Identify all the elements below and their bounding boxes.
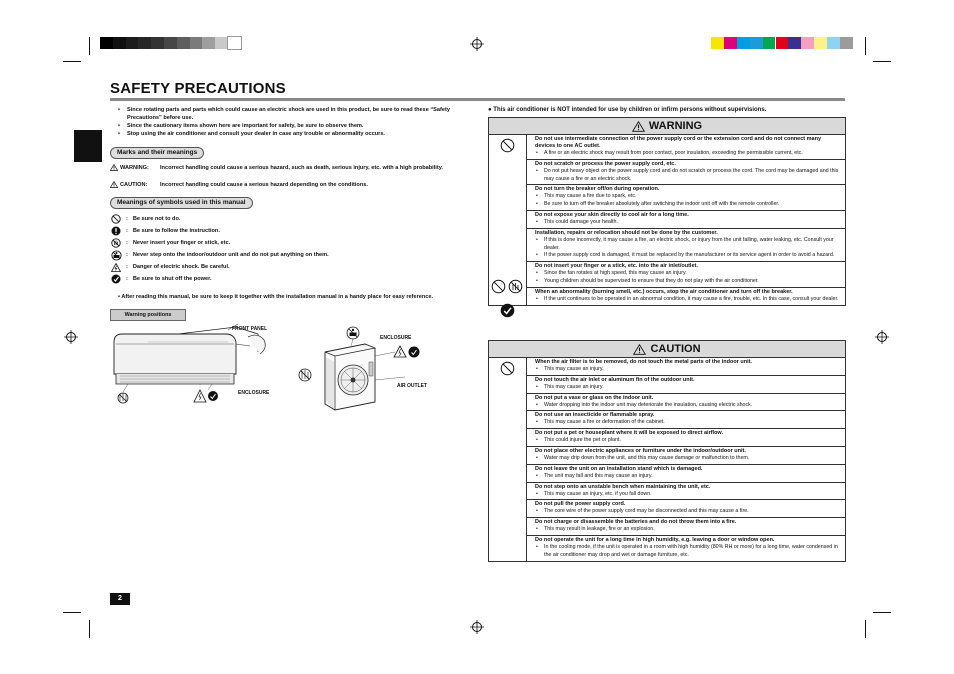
color-swatch	[151, 37, 164, 49]
warning-item-heading: Do not use intermediate connection of the power supply cord or the extension cord and do not connect many devices to one AC outlet.	[535, 136, 822, 149]
caution-item-detail: • This may result in leakage, fire or an explosion.	[535, 526, 841, 534]
warning-item-detail: • A fire or an electric shock may result from poor contact, poor insulation, exceeding the permissible current, etc.	[535, 150, 841, 158]
warning-item-heading: Installation, repairs or relocation should not be done by the customer.	[535, 229, 718, 236]
enclosure-label: ENCLOSURE	[238, 390, 270, 396]
color-swatch	[763, 37, 776, 49]
title-rule	[110, 98, 845, 101]
color-swatch	[840, 37, 853, 49]
page-number: 2	[110, 593, 130, 605]
warning-box	[488, 117, 846, 306]
caution-item	[527, 376, 845, 394]
mandatory-icon	[111, 226, 121, 236]
no-finger-icon	[118, 393, 128, 403]
caution-item-detail: • The unit may fall and this may cause an injury.	[535, 473, 841, 481]
crop-mark	[865, 37, 866, 55]
warning-item-detail: • Young children should be supervised to ensure that they do not play with the air conditioner.	[535, 278, 841, 286]
outdoor-unit-diagram	[295, 322, 440, 414]
electric-shock-icon	[394, 346, 406, 357]
color-swatch	[177, 37, 190, 49]
symbol-colon: :	[126, 276, 128, 282]
symbol-colon: :	[126, 228, 128, 234]
color-swatch	[202, 37, 215, 49]
intro-bullet: • Stop using the air conditioner and consult your dealer in case any trouble or abnormality occurs.	[118, 130, 473, 138]
caution-item	[527, 518, 845, 536]
caution-item-detail: • This may cause a fire or deformation of the cabinet.	[535, 419, 841, 427]
intro-bullet: • Since rotating parts and parts which could cause an electric shock are used in this product, be sure to read these “Safety Precautions” before use.	[118, 106, 473, 122]
section-tab	[74, 130, 102, 162]
crop-mark	[873, 61, 891, 62]
caution-item	[527, 536, 845, 561]
mark-warning-row	[110, 164, 468, 172]
caution-item	[527, 447, 845, 465]
symbol-text: Be sure not to do.	[132, 216, 181, 222]
caution-icon-column	[489, 358, 527, 561]
color-swatch	[164, 37, 177, 49]
warning-positions-label: Warning positions	[110, 309, 186, 321]
warning-items	[527, 135, 845, 305]
warning-item	[527, 262, 845, 288]
warning-header	[489, 118, 845, 135]
warning-item	[527, 288, 845, 305]
warning-item	[527, 211, 845, 229]
crop-mark	[865, 620, 866, 638]
electric-shock-icon	[111, 263, 121, 272]
mark-text: Incorrect handling could cause a serious hazard, such as death, serious injury, etc. with a high probability.	[160, 165, 443, 171]
mark-caution-row	[110, 181, 468, 189]
caution-item	[527, 500, 845, 518]
caution-item-detail: • In the cooling mode, if the unit is operated in a room with high humidity (80% RH or more) for a long time, water condensed in the air conditioner may drop and wet or damage furniture, etc.	[535, 544, 841, 560]
color-swatch	[827, 37, 840, 49]
mark-label: CAUTION:	[120, 182, 148, 188]
warning-item	[527, 135, 845, 160]
no-finger-icon	[508, 279, 523, 294]
caution-item-detail: • Water may drip down from the unit, and this may cause damage or malfunction to them.	[535, 455, 841, 463]
no-step-icon	[347, 327, 359, 339]
air-outlet-label: AIR OUTLET	[397, 383, 427, 389]
children-note: ● This air conditioner is NOT intended for use by children or infirm persons without supervisions.	[488, 107, 767, 113]
color-swatch	[126, 37, 139, 49]
caution-item-heading: Do not step onto an unstable bench when maintaining the unit, etc.	[535, 483, 711, 490]
shut-off-icon	[500, 303, 515, 318]
symbol-row	[110, 225, 220, 237]
symbol-colon: :	[126, 264, 128, 270]
warning-item	[527, 185, 845, 211]
prohibited-icon	[500, 138, 515, 153]
caution-item-detail: • The core wire of the power supply cord may be disconnected and this may cause a fire.	[535, 508, 841, 516]
color-swatch	[100, 37, 113, 49]
caution-item-heading: Do not put a vase or glass on the indoor unit.	[535, 394, 654, 401]
caution-header	[489, 341, 845, 358]
warning-item	[527, 160, 845, 186]
symbol-row	[110, 213, 180, 225]
warning-item-detail: • This could damage your health.	[535, 219, 841, 227]
caution-item	[527, 358, 845, 376]
mark-label: WARNING:	[120, 165, 149, 171]
registration-mark-icon	[470, 37, 484, 51]
caution-item-heading: Do not place other electric appliances or furniture under the indoor/outdoor unit.	[535, 447, 746, 454]
page-title: SAFETY PRECAUTIONS	[110, 80, 286, 97]
warning-item-heading: Do not scratch or process the power supply cord, etc.	[535, 160, 676, 167]
shut-off-icon	[409, 347, 420, 358]
warning-item-detail: • Do not put heavy object on the power supply cord and do not scratch or process the cord. The cord may be damaged and this may cause a fire or an electric shock.	[535, 168, 841, 184]
warning-item	[527, 229, 845, 262]
mark-text: Incorrect handling could cause a serious hazard depending on the conditions.	[160, 182, 368, 188]
intro-bullet: • Since the cautionary items shown here are important for safety, be sure to observe them.	[118, 122, 473, 130]
caution-item-detail: • Water dropping into the indoor unit may deteriorate the insulation, causing electric shock.	[535, 402, 841, 410]
front-panel-label: FRONT PANEL	[232, 326, 268, 332]
caution-item-detail: • This could injure the pet or plant.	[535, 437, 841, 445]
crop-mark	[873, 612, 891, 613]
color-swatch	[138, 37, 151, 49]
caution-box	[488, 340, 846, 562]
warning-triangle-icon	[632, 121, 645, 132]
warning-item-heading: Do not turn the breaker off/on during operation.	[535, 186, 660, 193]
after-reading-note: • After reading this manual, be sure to keep it together with the installation manual in a handy place for easy reference.	[118, 294, 434, 300]
caution-item-heading: Do not leave the unit on an installation stand which is damaged.	[535, 465, 703, 472]
registration-mark-icon	[64, 330, 78, 344]
warning-triangle-icon	[110, 164, 118, 171]
caution-item	[527, 483, 845, 501]
caution-item	[527, 394, 845, 412]
caution-triangle-icon	[633, 344, 646, 355]
warning-item-heading: Do not insert your finger or a stick, etc. into the air inlet/outlet.	[535, 263, 698, 270]
symbol-row	[110, 261, 230, 273]
caution-item-detail: • This may cause an injury, etc. if you fall down.	[535, 491, 841, 499]
color-swatch	[801, 37, 814, 49]
symbol-text: Never insert your finger or stick, etc.	[132, 240, 231, 246]
marks-heading: Marks and their meanings	[110, 147, 204, 159]
symbol-text: Danger of electric shock. Be careful.	[132, 264, 230, 270]
caution-item-heading: Do not put a pet or houseplant where it will be exposed to direct airflow.	[535, 430, 724, 437]
crop-mark	[89, 37, 90, 55]
caution-item	[527, 411, 845, 429]
caution-item-heading: Do not pull the power supply cord.	[535, 501, 626, 508]
warning-title: WARNING	[648, 120, 703, 132]
symbols-heading: Meanings of symbols used in this manual	[110, 197, 253, 209]
symbol-colon: :	[126, 216, 128, 222]
caution-title: CAUTION	[650, 343, 701, 355]
symbol-text: Be sure to shut off the power.	[132, 276, 212, 282]
crop-mark	[63, 61, 81, 62]
warning-item-detail: • Since the fan rotates at high speed, this may cause an injury.	[535, 270, 841, 278]
color-swatch	[190, 37, 203, 49]
warning-item-detail: • Be sure to turn off the breaker absolutely after switching the indoor unit off with the remote controller.	[535, 201, 841, 209]
intro-bullets	[118, 106, 473, 138]
color-swatch	[215, 37, 228, 49]
crop-mark	[63, 612, 81, 613]
color-swatch	[737, 37, 750, 49]
warning-item-detail: • This may cause a fire due to spark, etc.	[535, 193, 841, 201]
caution-item-heading: When the air filter is to be removed, do not touch the metal parts of the indoor unit.	[535, 359, 752, 365]
no-finger-icon	[111, 238, 121, 248]
warning-item-heading: Do not expose your skin directly to cool air for a long time.	[535, 211, 689, 218]
color-swatch	[750, 37, 763, 49]
symbol-colon: :	[126, 240, 128, 246]
color-swatch	[711, 37, 724, 49]
caution-items	[527, 358, 845, 561]
warning-item-heading: When an abnormality (burning smell, etc.) occurs, stop the air conditioner and turn off the breaker.	[535, 288, 793, 295]
symbol-row	[110, 273, 212, 285]
shut-off-icon	[111, 274, 121, 284]
prohibited-icon	[500, 361, 515, 376]
color-swatch	[788, 37, 801, 49]
no-finger-icon	[299, 369, 311, 381]
caution-item-detail: • This may cause an injury.	[535, 384, 841, 392]
symbol-row	[110, 249, 329, 261]
caution-item-heading: Do not touch the air inlet or aluminum fin of the outdoor unit.	[535, 376, 695, 383]
symbol-row	[110, 237, 230, 249]
caution-item-detail: • This may cause an injury.	[535, 366, 841, 374]
prohibited-icon	[491, 279, 506, 294]
electric-shock-icon	[194, 390, 206, 402]
crop-mark	[89, 620, 90, 638]
color-swatch	[814, 37, 827, 49]
registration-mark-icon	[875, 330, 889, 344]
indoor-unit-diagram	[108, 322, 280, 414]
prohibited-icon	[111, 214, 121, 224]
symbol-text: Never step onto the indoor/outdoor unit and do not put anything on them.	[132, 252, 329, 258]
no-step-icon	[111, 250, 122, 261]
caution-item	[527, 465, 845, 483]
shut-off-icon	[208, 391, 218, 401]
caution-item-heading: Do not operate the unit for a long time in high humidity, e.g. leaving a door or window open.	[535, 536, 775, 543]
caution-item	[527, 429, 845, 447]
color-swatch	[776, 37, 789, 49]
registration-mark-icon	[470, 620, 484, 634]
caution-item-heading: Do not use an insecticide or flammable spray.	[535, 412, 655, 419]
caution-triangle-icon	[110, 181, 118, 188]
color-swatch	[113, 37, 126, 49]
warning-item-detail: • If the power supply cord is damaged, it must be replaced by the manufacturer or its service agent in order to avoid a hazard.	[535, 252, 841, 260]
warning-icon-column	[489, 135, 527, 305]
color-swatch	[228, 37, 241, 49]
symbol-text: Be sure to follow the instruction.	[132, 228, 220, 234]
warning-item-detail: • If this is done incorrectly, it may cause a fire, an electric shock, or injury from the unit falling, water leaking, etc. Consult your dealer.	[535, 237, 841, 253]
caution-item-heading: Do not charge or disassemble the batteries and do not throw them into a fire.	[535, 519, 737, 526]
color-swatch	[724, 37, 737, 49]
warning-item-detail: • If the unit continues to be operated in an abnormal condition, it may cause a fire, trouble, etc. In this case, consult your dealer.	[535, 296, 841, 304]
symbol-colon: :	[126, 252, 128, 258]
enclosure-label: ENCLOSURE	[380, 335, 412, 341]
